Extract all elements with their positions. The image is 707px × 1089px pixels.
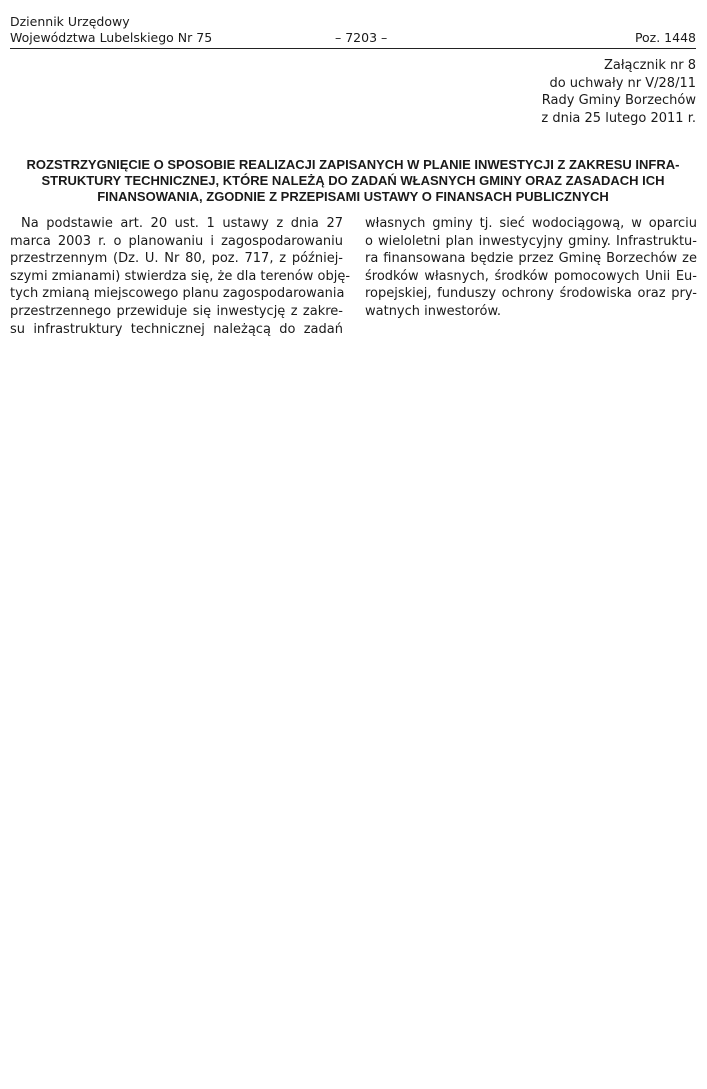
position-number: Poz. 1448: [634, 30, 696, 45]
text-line: su infrastruktury technicznej należącą do zadań: [10, 321, 343, 337]
text-line: przestrzennym (Dz. U. Nr 80, poz. 717, z później-: [10, 251, 343, 267]
title-line: STRUKTURY TECHNICZNEJ, KTÓRE NALEŻĄ DO ZADAŃ WŁASNYCH GMINY ORAZ ZASADACH ICH: [41, 173, 665, 188]
text-line: marca 2003 r. o planowaniu i zagospodarowaniu: [10, 233, 343, 249]
annex-line: do uchwały nr V/28/11: [549, 75, 696, 91]
text-line: ra finansowana będzie przez Gminę Borzechów ze: [365, 251, 697, 267]
text-line: ropejskiej, funduszy ochrony środowiska oraz pry-: [365, 286, 697, 302]
annex-reference: [541, 57, 696, 127]
page-header: [10, 14, 696, 49]
publication-title-line2: Województwa Lubelskiego Nr 75: [10, 30, 213, 45]
annex-line: z dnia 25 lutego 2011 r.: [541, 110, 696, 126]
annex-line: Załącznik nr 8: [603, 58, 696, 73]
title-line: FINANSOWANIA, ZGODNIE Z PRZEPISAMI USTAWY O FINANSACH PUBLICZNYCH: [97, 189, 609, 204]
text-line: o wieloletni plan inwestycyjny gminy. Infrastruktu-: [365, 233, 697, 249]
publication-title-line1: Dziennik Urzędowy: [10, 14, 130, 29]
annex-line: Rady Gminy Borzechów: [541, 93, 696, 108]
title-line: ROZSTRZYGNIĘCIE O SPOSOBIE REALIZACJI ZAPISANYCH W PLANIE INWESTYCJI Z ZAKRESU INFRA-: [26, 157, 680, 172]
text-line: środków własnych, środków pomocowych Unii Eu-: [365, 268, 697, 284]
body-column-left: [10, 215, 351, 338]
text-line: watnych inwestorów.: [365, 303, 502, 319]
body-column-right: [365, 215, 697, 321]
text-line: szymi zmianami) stwierdza się, że dla terenów obję-: [10, 268, 351, 284]
text-line: tych zmianą miejscowego planu zagospodarowania: [10, 286, 345, 302]
document-title: [8, 157, 698, 205]
page-number: – 7203 –: [335, 30, 388, 45]
text-line: Na podstawie art. 20 ust. 1 ustawy z dnia 27: [21, 216, 343, 231]
text-line: przestrzennego przewiduje się inwestycję z zakre-: [10, 303, 343, 319]
text-line: własnych gminy tj. sieć wodociągową, w oparciu: [365, 216, 697, 231]
